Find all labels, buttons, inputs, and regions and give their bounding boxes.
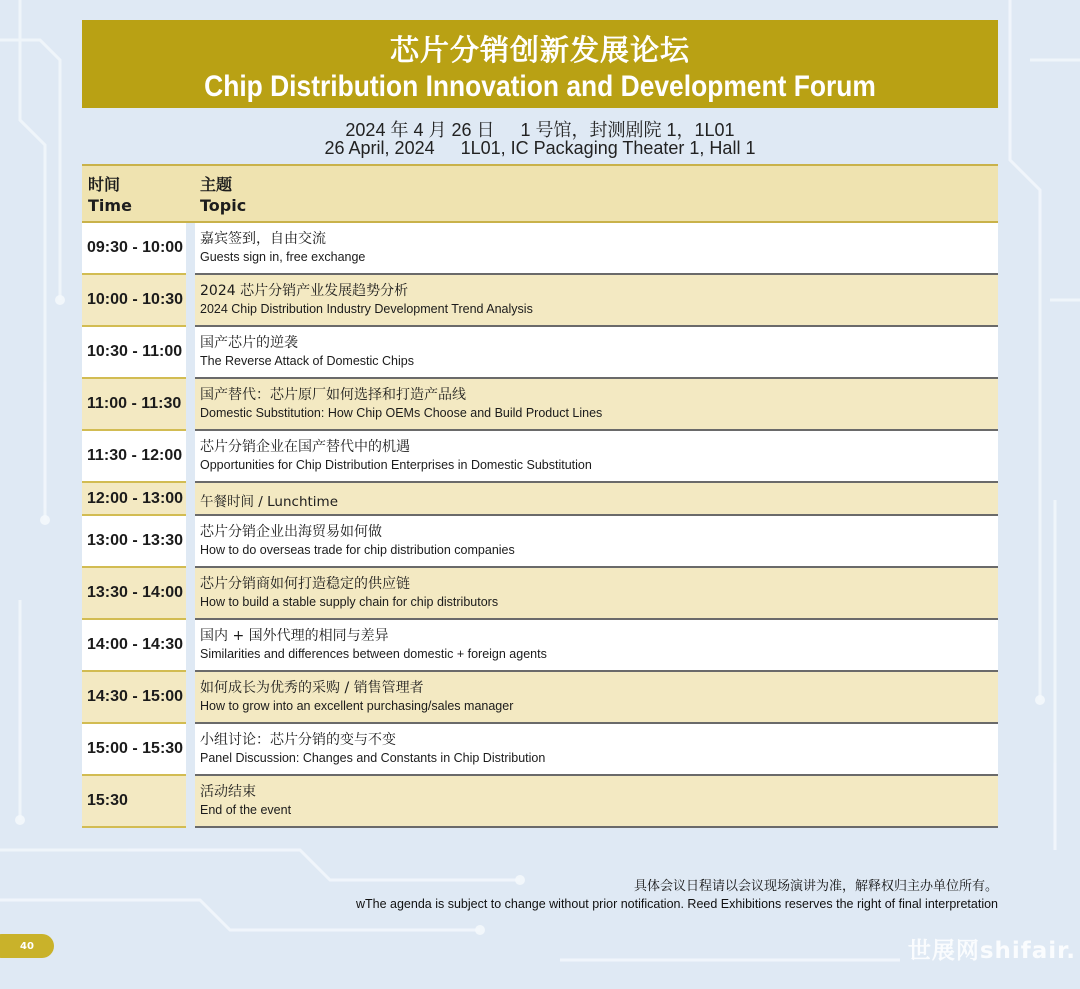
agenda-row [82,223,998,275]
agenda-topic [195,431,998,483]
agenda-row [82,431,998,483]
watermark-logo: 世展网shifair. [907,938,1076,964]
header-time-en: Time [88,196,132,215]
topic-cn: 芯片分销商如何打造稳定的供应链 [200,576,410,592]
topic-en: Panel Discussion: Changes and Constants in Chip Distribution [200,751,546,765]
topic-cn: 嘉宾签到，自由交流 [200,231,326,247]
agenda-row [82,516,998,568]
agenda-time: 11:30 - 12:00 [82,431,186,483]
agenda-topic [195,483,998,516]
topic-en: Similarities and differences between domestic + foreign agents [200,647,547,661]
agenda-time: 14:00 - 14:30 [82,620,186,672]
agenda-row [82,327,998,379]
agenda-row [82,379,998,431]
agenda-time: 15:30 [82,776,186,828]
topic-en: End of the event [200,803,292,817]
agenda-topic [195,620,998,672]
agenda-time: 11:00 - 11:30 [82,379,186,431]
topic-cn: 芯片分销企业在国产替代中的机遇 [200,439,410,455]
agenda-row [82,620,998,672]
event-place-cn: 1 号馆，封测剧院 1，1L01 [520,120,735,140]
agenda-table [82,164,998,828]
topic-cn: 小组讨论：芯片分销的变与不变 [200,732,396,748]
agenda-topic [195,568,998,620]
topic-en: The Reverse Attack of Domestic Chips [200,354,414,368]
disclaimer-chinese: 具体会议日程请以会议现场演讲为准，解释权归主办单位所有。 [633,879,998,894]
header-time-cn: 时间 [88,175,121,194]
agenda-row [82,776,998,828]
topic-cn: 国产芯片的逆袭 [200,335,298,351]
agenda-topic [195,275,998,327]
agenda-topic [195,379,998,431]
agenda-topic [195,776,998,828]
topic-en: Domestic Substitution: How Chip OEMs Choose and Build Product Lines [200,406,603,420]
page-number: 40 [20,940,34,952]
agenda-time: 12:00 - 13:00 [82,483,186,516]
header-time [88,174,132,216]
agenda-time: 10:30 - 11:00 [82,327,186,379]
venue-line-english [82,138,998,159]
header-topic [200,174,246,216]
agenda-row [82,672,998,724]
topic-cn: 国内 + 国外代理的相同与差异 [200,628,389,644]
topic-lunch: 午餐时间 / Lunchtime [200,494,339,510]
agenda-topic [195,223,998,275]
page-number-tab [0,934,54,958]
topic-cn: 2024 芯片分销产业发展趋势分析 [200,283,409,299]
topic-cn: 芯片分销企业出海贸易如何做 [200,524,382,540]
agenda-topic [195,724,998,776]
disclaimer-english: wThe agenda is subject to change without prior notification. Reed Exhibitions reserves the right of final interpretation [355,897,998,911]
topic-cn: 国产替代：芯片原厂如何选择和打造产品线 [200,387,466,403]
agenda-row [82,483,998,516]
header-topic-en: Topic [200,196,247,215]
agenda-time: 14:30 - 15:00 [82,672,186,724]
topic-en: Opportunities for Chip Distribution Enterprises in Domestic Substitution [200,458,592,472]
event-date-cn: 2024 年 4 月 26 日 [345,120,495,140]
agenda-time: 09:30 - 10:00 [82,223,186,275]
topic-en: 2024 Chip Distribution Industry Development Trend Analysis [200,302,533,316]
topic-cn: 活动结束 [200,784,256,800]
agenda-time: 13:00 - 13:30 [82,516,186,568]
title-chinese: 芯片分销创新发展论坛 [389,33,690,67]
header-topic-cn: 主题 [200,175,233,194]
agenda-time: 10:00 - 10:30 [82,275,186,327]
topic-cn: 如何成长为优秀的采购 / 销售管理者 [200,680,424,696]
agenda-time: 15:00 - 15:30 [82,724,186,776]
topic-en: How to build a stable supply chain for chip distributors [200,595,499,609]
agenda-row [82,724,998,776]
agenda-row [82,275,998,327]
agenda-row [82,568,998,620]
agenda-time: 13:30 - 14:00 [82,568,186,620]
event-date-en: 26 April, 2024 [324,138,435,158]
agenda-topic [195,672,998,724]
agenda-header [82,164,998,223]
title-band [82,20,998,108]
agenda-topic [195,327,998,379]
topic-en: How to grow into an excellent purchasing/sales manager [200,699,514,713]
title-english: Chip Distribution Innovation and Development Forum [204,70,876,103]
topic-en: How to do overseas trade for chip distribution companies [200,543,515,557]
topic-en: Guests sign in, free exchange [200,250,366,264]
event-place-en: 1L01, IC Packaging Theater 1, Hall 1 [460,138,756,158]
agenda-topic [195,516,998,568]
